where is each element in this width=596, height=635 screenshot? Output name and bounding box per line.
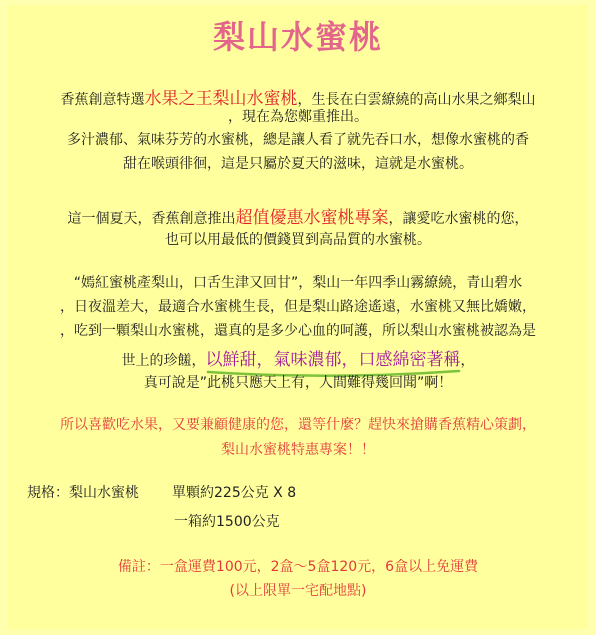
story-line-3: ，吃到一顆梨山水蜜桃，還真的是多少心血的呵護，所以梨山水蜜桃被認為是 xyxy=(60,323,536,339)
highlight-king-of-fruit: 水果之王梨山水蜜桃 xyxy=(144,89,298,109)
desc-line-1: 多汁濃郁、氣味芬芳的水蜜桃，總是讓人看了就先吞口水，想像水蜜桃的香 xyxy=(67,132,529,148)
desc-line-2: 甜在喉頭徘徊，這是只屬於夏天的滋味，這就是水蜜桃。 xyxy=(123,156,473,172)
intro-text: ，生長在白雲繚繞的高山水果之鄉梨山 xyxy=(297,92,536,108)
shipping-note-1: 備註：一盒運費100元，2盒～5盒120元，6盒以上免運費 xyxy=(117,559,479,575)
story-line-4 xyxy=(0,345,596,370)
cta-line-1: 所以喜歡吃水果，又要兼顧健康的您，還等什麼？趕快來搶購香蕉精心策劃， xyxy=(60,417,536,433)
spec-box: 一箱約1500公克 xyxy=(174,514,280,530)
spec-weight: 單顆約225公克 X 8 xyxy=(172,485,297,501)
promo-text: ，讓愛吃水蜜桃的您， xyxy=(388,211,529,227)
promo-line-1 xyxy=(0,203,596,228)
highlight-promo-plan: 超值優惠水蜜桃專案 xyxy=(235,208,389,228)
intro-line-2: ，現在為您鄭重推出。 xyxy=(228,109,368,125)
highlight-flavor-text: 以鮮甜，氣味濃郁，口感綿密著稱 xyxy=(205,350,461,370)
story-line-2: ，日夜溫差大，最適合水蜜桃生長，但是梨山路途遙遠，水蜜桃又無比嬌嫩， xyxy=(60,299,536,315)
intro-text: 香蕉創意特選 xyxy=(60,92,145,108)
highlight-flavor xyxy=(206,345,461,370)
promo-text: 這一個夏天，香蕉創意推出 xyxy=(67,211,236,227)
promo-line-2: 也可以用最低的價錢買到高品質的水蜜桃。 xyxy=(165,232,431,248)
story-text: ， xyxy=(460,353,475,369)
story-line-5: 真可說是”此桃只應天上有，人間難得幾回聞”啊！ xyxy=(143,375,453,391)
spec-label: 規格：梨山水蜜桃 xyxy=(27,485,139,501)
shipping-note-2: (以上限單一宅配地點) xyxy=(229,583,367,599)
story-line-1: “嫣紅蜜桃產梨山，口舌生津又回甘”，梨山一年四季山霧繚繞，青山碧水 xyxy=(73,275,523,291)
page-title: 梨山水蜜桃 xyxy=(212,18,383,56)
story-text: 世上的珍饈， xyxy=(121,353,206,369)
cta-line-2: 梨山水蜜桃特惠專案！！ xyxy=(221,442,375,458)
